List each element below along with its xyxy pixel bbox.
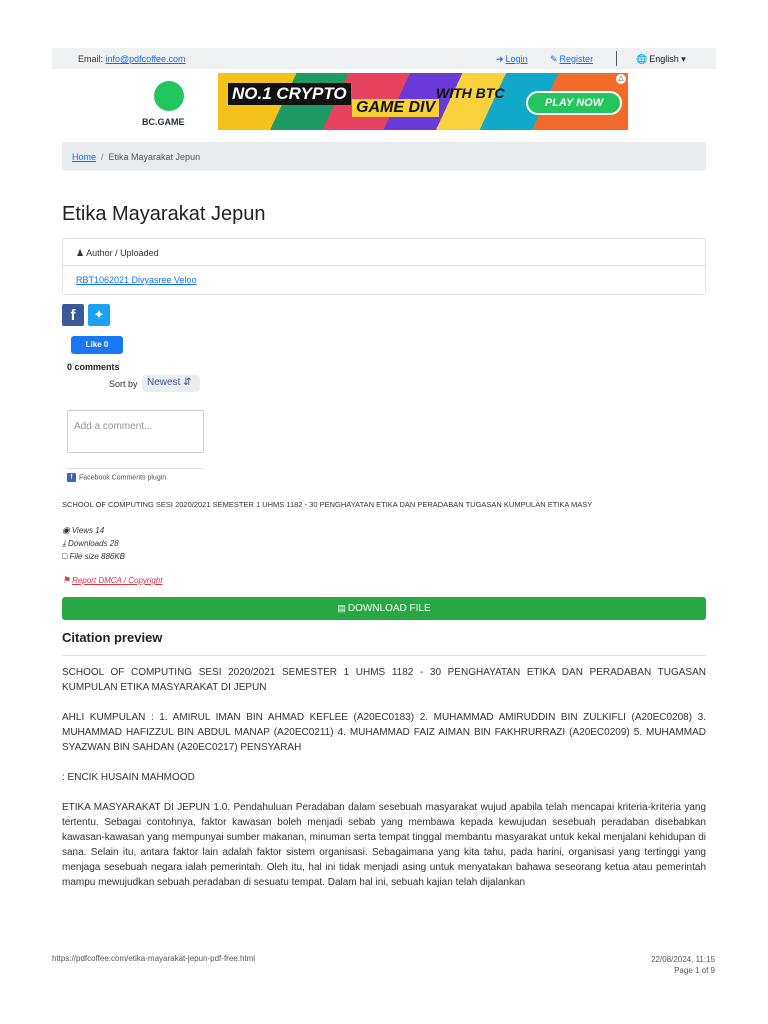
breadcrumb xyxy=(62,142,706,171)
divider xyxy=(62,655,706,656)
eye-icon: ◉ xyxy=(62,525,70,535)
language-label: English xyxy=(649,54,679,64)
user-icon: ♟ xyxy=(76,248,85,258)
login-label: Login xyxy=(505,54,528,64)
email-label: Email: xyxy=(78,54,106,64)
file-size-label: File size 886KB xyxy=(69,552,126,561)
author-card-body xyxy=(63,266,705,294)
banner-logo xyxy=(140,73,218,130)
author-link[interactable]: RBT1062021 Divyasree Veloo xyxy=(76,275,197,285)
register-label: Register xyxy=(559,54,594,64)
email-info xyxy=(78,54,186,64)
ad-banner[interactable] xyxy=(140,73,628,130)
facebook-icon: f xyxy=(67,473,76,482)
register-link[interactable] xyxy=(550,54,593,65)
document-snippet: SCHOOL OF COMPUTING SESI 2020/2021 SEMESTER 1 UHMS 1182 - 30 PENGHAYATAN ETIKA DAN PERADABAN TUGASAN KUMPULAN ETIKA MASY xyxy=(62,500,593,509)
views-stat xyxy=(62,524,125,537)
citation-paragraph: AHLI KUMPULAN : 1. AMIRUL IMAN BIN AHMAD KEFLEE (A20EC0183) 2. MUHAMMAD AMIRUDDIN BIN ZULKIFLI (A20EC0208) 3. MUHAMMAD HAFIZZUL BIN ABDUL MANAP (A20EC0211) 4. MUHAMMAD FAIZ AIMAN BIN FAKHRURRAZI (A20EC0209) 5. MUHAMMAD SYAZWAN BIN SAHDAN (A20EC0217) PENSYARAH xyxy=(62,712,706,753)
facebook-share-icon[interactable]: f xyxy=(62,304,84,326)
flag-icon: ⚑ xyxy=(62,575,71,585)
facebook-like-button[interactable] xyxy=(71,336,123,354)
page-title: Etika Mayarakat Jepun xyxy=(62,203,266,225)
report-dmca-link[interactable]: Report DMCA / Copyright xyxy=(72,576,163,585)
downloads-stat xyxy=(62,537,125,550)
sort-value: Newest xyxy=(147,377,181,388)
comments-count: 0 comments xyxy=(67,362,120,372)
banner-game-text: GAME DIV xyxy=(352,99,439,117)
citation-paragraph: : ENCIK HUSAIN MAHMOOD xyxy=(62,772,195,783)
facebook-plugin-link[interactable] xyxy=(67,473,166,482)
globe-icon: 🌐 xyxy=(636,54,648,64)
email-link[interactable]: info@pdfcoffee.com xyxy=(105,54,186,64)
divider xyxy=(616,51,617,66)
like-label: Like 0 xyxy=(85,340,109,349)
sort-label: Sort by xyxy=(109,379,138,389)
download-icon: ⤓ xyxy=(62,538,66,548)
file-stats xyxy=(62,524,125,563)
download-file-button[interactable] xyxy=(62,597,706,620)
bcgame-logo-icon xyxy=(154,81,184,111)
updown-chevron-icon: ⇵ xyxy=(183,377,192,388)
edit-icon: ✎ xyxy=(550,54,558,64)
citation-paragraph: ETIKA MASYARAKAT DI JEPUN 1.0. Pendahuluan Peradaban dalam sesebuah masyarakat wujud apabila telah mencapai kriteria-kriteria yang tertentu. Sebagai contohnya, faktor kawasan boleh menjadi sebab yang membawa kepada kewujudan sesebuah peradaban disebabkan kawasan-kawasan yang mempunyai sumber makanan, minuman serta tempat tinggal membantu masyarakat untuk kekal menjalani kehidupan di sana. Selain itu, antara faktor lain adalah faktor sistem organisasi. Sebagaimana yang kita tahu, pada harini, organisasi yang tertinggi yang menjaga sesebuah negara ialah pemerintah. Oleh itu, hal ini tidak menjadi asing untuk menyatakan bahawa seseorang ketua atau pemerintah mampu mewujudkan sebuah peradaban di sesuatu tempat. Dalam hal ini, sebuah kajian telah dijalankan xyxy=(62,802,706,888)
banner-headline: NO.1 CRYPTO xyxy=(228,83,351,105)
comment-placeholder: Add a comment... xyxy=(74,421,153,432)
plugin-label: Facebook Comments plugin xyxy=(79,474,167,482)
language-dropdown[interactable] xyxy=(636,54,686,65)
sort-select[interactable] xyxy=(142,375,200,392)
twitter-share-icon[interactable]: ✦ xyxy=(88,304,110,326)
file-pdf-icon: ▤ xyxy=(337,603,346,613)
adchoices-icon[interactable]: △ xyxy=(616,74,626,84)
banner-btc-text: WITH BTC xyxy=(436,85,505,101)
play-now-button[interactable]: PLAY NOW xyxy=(526,91,622,115)
author-card-header xyxy=(63,239,705,266)
author-heading: Author / Uploaded xyxy=(86,248,159,258)
citation-paragraph: SCHOOL OF COMPUTING SESI 2020/2021 SEMESTER 1 UHMS 1182 - 30 PENGHAYATAN ETIKA DAN PERADABAN TUGASAN KUMPULAN ETIKA MASYARAKAT DI JEPUN xyxy=(62,667,706,693)
file-icon: □ xyxy=(62,551,68,561)
report-dmca xyxy=(62,575,162,586)
comment-input[interactable] xyxy=(67,410,204,453)
login-link[interactable] xyxy=(496,54,528,65)
print-footer-url: https://pdfcoffee.com/etika-mayarakat-jepun-pdf-free.html xyxy=(52,954,256,963)
caret-down-icon: ▾ xyxy=(681,54,686,64)
divider xyxy=(67,468,204,469)
banner-logo-text: BC.GAME xyxy=(142,117,185,127)
print-footer-page: Page 1 of 9 xyxy=(674,966,715,975)
print-footer-date: 22/08/2024, 11:15 xyxy=(651,955,715,964)
download-label: DOWNLOAD FILE xyxy=(347,603,431,614)
breadcrumb-home[interactable]: Home xyxy=(72,152,97,162)
author-card xyxy=(62,238,706,295)
breadcrumb-separator: / xyxy=(101,152,104,162)
downloads-label: Downloads 28 xyxy=(67,539,119,548)
sign-in-icon: ➜ xyxy=(496,54,504,64)
print-footer-meta xyxy=(651,954,715,976)
views-label: Views 14 xyxy=(71,526,105,535)
file-size-stat xyxy=(62,550,125,563)
citation-title: Citation preview xyxy=(62,630,163,645)
top-bar xyxy=(52,48,716,69)
breadcrumb-current: Etika Mayarakat Jepun xyxy=(108,152,201,162)
citation-preview xyxy=(62,665,706,905)
